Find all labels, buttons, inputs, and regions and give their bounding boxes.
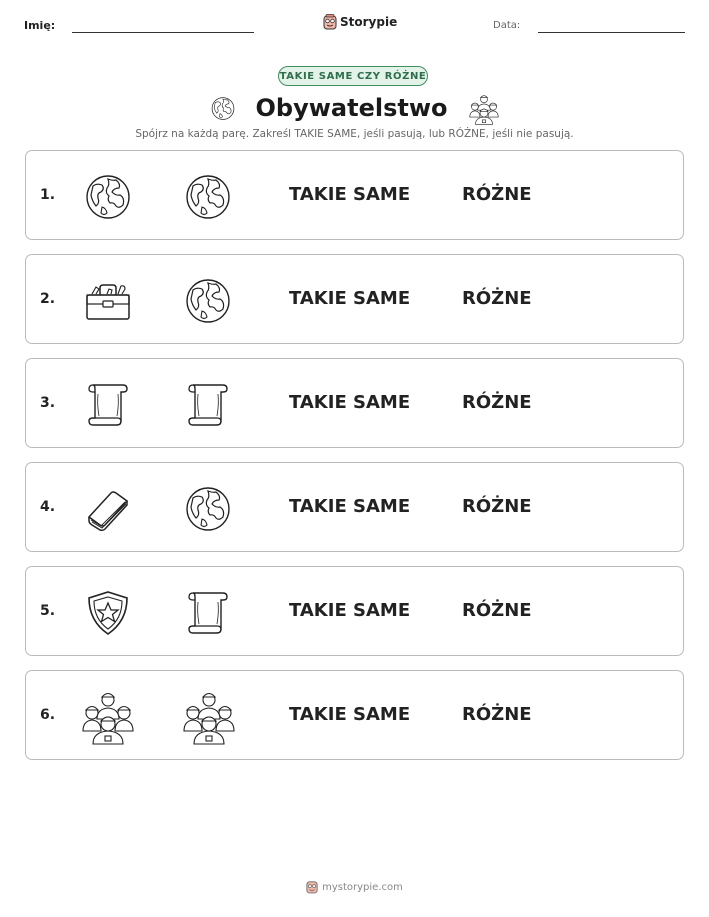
same-option[interactable]: TAKIE SAME bbox=[289, 704, 411, 725]
different-option[interactable]: RÓŻNE bbox=[462, 496, 532, 517]
scroll-icon bbox=[183, 381, 233, 429]
storypie-logo-icon bbox=[323, 14, 337, 30]
globe-icon bbox=[183, 277, 233, 325]
question-row bbox=[25, 566, 684, 656]
question-row bbox=[25, 670, 684, 760]
scroll-icon bbox=[183, 589, 233, 637]
question-row bbox=[25, 150, 684, 240]
scroll-icon bbox=[83, 381, 133, 429]
community-icon bbox=[181, 687, 231, 735]
worksheet-header bbox=[0, 0, 709, 50]
activity-badge: TAKIE SAME CZY RÓŻNE bbox=[278, 66, 428, 86]
question-row bbox=[25, 462, 684, 552]
question-number: 6. bbox=[40, 707, 56, 723]
different-option[interactable]: RÓŻNE bbox=[462, 600, 532, 621]
question-row bbox=[25, 358, 684, 448]
name-field[interactable] bbox=[72, 32, 254, 33]
title-row bbox=[0, 90, 709, 126]
different-option[interactable]: RÓŻNE bbox=[462, 288, 532, 309]
globe-icon bbox=[183, 173, 233, 221]
question-number: 4. bbox=[40, 499, 56, 515]
instructions-text: Spójrz na każdą parę. Zakreśl TAKIE SAME, jeśli pasują, lub RÓŻNE, jeśli nie pasują. bbox=[135, 128, 574, 140]
globe-icon bbox=[83, 173, 133, 221]
question-number: 3. bbox=[40, 395, 56, 411]
different-option[interactable]: RÓŻNE bbox=[462, 704, 532, 725]
footer bbox=[0, 880, 709, 894]
same-option[interactable]: TAKIE SAME bbox=[289, 288, 411, 309]
question-row bbox=[25, 254, 684, 344]
date-field[interactable] bbox=[538, 32, 685, 33]
different-option[interactable]: RÓŻNE bbox=[462, 392, 532, 413]
storypie-logo-icon bbox=[306, 880, 318, 894]
community-icon bbox=[468, 92, 500, 125]
community-icon bbox=[80, 687, 130, 735]
same-option[interactable]: TAKIE SAME bbox=[289, 184, 411, 205]
question-number: 1. bbox=[40, 187, 56, 203]
different-option[interactable]: RÓŻNE bbox=[462, 184, 532, 205]
same-option[interactable]: TAKIE SAME bbox=[289, 600, 411, 621]
toolbox-icon bbox=[83, 277, 133, 325]
date-label: Data: bbox=[493, 20, 521, 31]
shield-star-icon bbox=[83, 589, 133, 637]
question-number: 5. bbox=[40, 603, 56, 619]
question-number: 2. bbox=[40, 291, 56, 307]
footer-url: mystorypie.com bbox=[322, 881, 403, 893]
brand-logo bbox=[323, 14, 397, 30]
name-label: Imię: bbox=[24, 19, 56, 32]
book-icon bbox=[83, 485, 133, 533]
same-option[interactable]: TAKIE SAME bbox=[289, 496, 411, 517]
brand-name: Storypie bbox=[340, 15, 398, 29]
page-title: Obywatelstwo bbox=[255, 94, 448, 122]
same-option[interactable]: TAKIE SAME bbox=[289, 392, 411, 413]
globe-icon bbox=[210, 96, 236, 121]
globe-icon bbox=[183, 485, 233, 533]
